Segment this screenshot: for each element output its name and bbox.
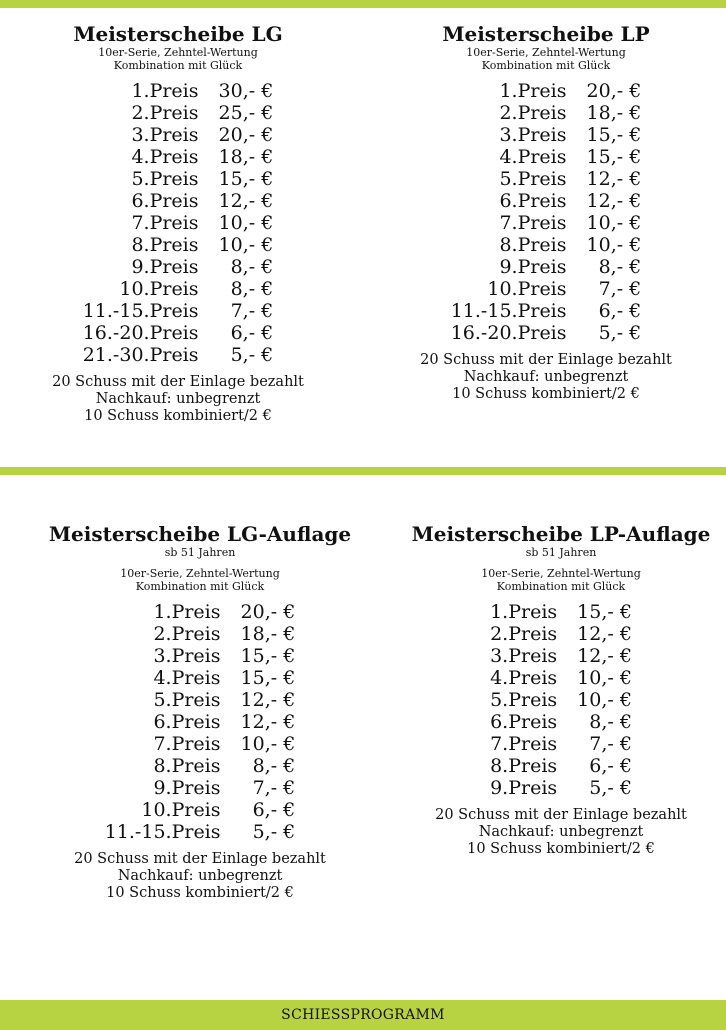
rule-note: 10 Schuss kombiniert/2 € (467, 841, 655, 857)
rule-note: 20 Schuss mit der Einlage bezahlt (420, 352, 672, 368)
combination-text: Kombination mit Glück (496, 580, 626, 593)
panel-meisterscheibe-lg (10, 22, 346, 425)
prize-amount: 15,- € (218, 168, 274, 190)
prize-place: 6.Preis (499, 190, 567, 212)
prize-place: 8.Preis (131, 234, 199, 256)
prize-place: 5.Preis (153, 689, 221, 711)
prize-list (490, 601, 632, 799)
prize-amount: 25,- € (218, 102, 274, 124)
footer-label: SCHIESSPROGRAMM (281, 1007, 445, 1023)
prize-place: 10.Preis (141, 799, 221, 821)
prize-amount: 7,- € (589, 733, 632, 755)
top-accent-bar (0, 0, 726, 8)
prize-amount: 6,- € (589, 755, 632, 777)
prize-amount: 8,- € (252, 755, 296, 777)
prize-amount: 6,- € (230, 322, 274, 344)
prize-place: 10.Preis (487, 278, 567, 300)
panel-meisterscheibe-lg-auflage (20, 522, 380, 902)
prize-place: 16.-20.Preis (82, 322, 199, 344)
prize-place: 1.Preis (490, 601, 558, 623)
prize-list (83, 80, 274, 366)
prize-amount: 18,- € (218, 146, 274, 168)
prize-amount: 12,- € (240, 689, 296, 711)
prize-amount: 5,- € (589, 777, 632, 799)
panel-title: Meisterscheibe LG-Auflage (48, 522, 352, 546)
prize-amount: 10,- € (586, 212, 642, 234)
combination-text: Kombination mit Glück (113, 59, 243, 72)
prize-amount: 10,- € (218, 212, 274, 234)
prize-place: 2.Preis (131, 102, 199, 124)
prize-place: 7.Preis (153, 733, 221, 755)
prize-place: 4.Preis (131, 146, 199, 168)
prize-amount: 7,- € (252, 777, 296, 799)
prize-place: 11.-15.Preis (104, 821, 221, 843)
panel-meisterscheibe-lp-auflage (398, 522, 724, 858)
rule-note: Nachkauf: unbegrenzt (95, 391, 261, 407)
prize-place: 2.Preis (499, 102, 567, 124)
rule-note: Nachkauf: unbegrenzt (117, 868, 283, 884)
middle-divider-bar (0, 467, 726, 475)
panel-title: Meisterscheibe LP-Auflage (411, 522, 711, 546)
prize-place: 9.Preis (153, 777, 221, 799)
prize-place: 3.Preis (131, 124, 199, 146)
rule-note: Nachkauf: unbegrenzt (478, 824, 644, 840)
prize-place: 16.-20.Preis (450, 322, 567, 344)
prize-amount: 10,- € (218, 234, 274, 256)
prize-place: 11.-15.Preis (450, 300, 567, 322)
prize-amount: 6,- € (598, 300, 642, 322)
series-rule-text: 10er-Serie, Zehntel-Wertung (120, 567, 280, 580)
rule-note: 10 Schuss kombiniert/2 € (106, 885, 294, 901)
prize-amount: 12,- € (586, 168, 642, 190)
prize-place: 1.Preis (131, 80, 199, 102)
series-rule-text: 10er-Serie, Zehntel-Wertung (98, 46, 258, 59)
prize-place: 2.Preis (490, 623, 558, 645)
prize-place: 21.-30.Preis (82, 344, 199, 366)
prize-amount: 10,- € (577, 689, 632, 711)
prize-amount: 20,- € (218, 124, 274, 146)
prize-place: 6.Preis (153, 711, 221, 733)
rules-notes (20, 851, 380, 902)
panel-subtitle (398, 567, 724, 593)
prize-place: 2.Preis (153, 623, 221, 645)
prize-amount: 5,- € (252, 821, 296, 843)
prize-amount: 5,- € (598, 322, 642, 344)
prize-place: 3.Preis (153, 645, 221, 667)
prize-place: 3.Preis (499, 124, 567, 146)
prize-amount: 10,- € (240, 733, 296, 755)
prize-place: 1.Preis (499, 80, 567, 102)
prize-place: 9.Preis (490, 777, 558, 799)
prize-amount: 15,- € (577, 601, 632, 623)
panel-subtitle (10, 46, 346, 72)
prize-place: 9.Preis (499, 256, 567, 278)
panel-title: Meisterscheibe LG (73, 22, 283, 46)
prize-amount: 30,- € (218, 80, 274, 102)
rule-note: 10 Schuss kombiniert/2 € (84, 408, 272, 424)
prize-place: 7.Preis (131, 212, 199, 234)
prize-place: 5.Preis (131, 168, 199, 190)
prize-place: 5.Preis (499, 168, 567, 190)
series-rule-text: 10er-Serie, Zehntel-Wertung (466, 46, 626, 59)
prize-amount: 8,- € (230, 256, 274, 278)
rule-note: 20 Schuss mit der Einlage bezahlt (52, 374, 304, 390)
rules-notes (10, 374, 346, 425)
prize-amount: 6,- € (252, 799, 296, 821)
prize-amount: 5,- € (230, 344, 274, 366)
rule-note: 20 Schuss mit der Einlage bezahlt (74, 851, 326, 867)
rule-note: 10 Schuss kombiniert/2 € (452, 386, 640, 402)
prize-place: 4.Preis (490, 667, 558, 689)
prize-amount: 10,- € (577, 667, 632, 689)
prize-list (105, 601, 296, 843)
panel-subtitle (378, 46, 714, 72)
prize-place: 8.Preis (153, 755, 221, 777)
prize-place: 7.Preis (490, 733, 558, 755)
panel-meisterscheibe-lp (378, 22, 714, 403)
rules-notes (398, 807, 724, 858)
footer-bar (0, 1000, 726, 1030)
prize-amount: 15,- € (240, 667, 296, 689)
prize-amount: 8,- € (598, 256, 642, 278)
prize-amount: 18,- € (240, 623, 296, 645)
prize-place: 8.Preis (490, 755, 558, 777)
prize-place: 6.Preis (490, 711, 558, 733)
prize-place: 9.Preis (131, 256, 199, 278)
prize-place: 7.Preis (499, 212, 567, 234)
prize-amount: 12,- € (218, 190, 274, 212)
prize-place: 3.Preis (490, 645, 558, 667)
prize-list (451, 80, 642, 344)
prize-amount: 10,- € (586, 234, 642, 256)
prize-amount: 12,- € (577, 645, 632, 667)
prize-amount: 15,- € (586, 146, 642, 168)
prize-amount: 12,- € (240, 711, 296, 733)
combination-text: Kombination mit Glück (481, 59, 611, 72)
prize-place: 1.Preis (153, 601, 221, 623)
age-group-label: sb 51 Jahren (525, 546, 597, 559)
series-rule-text: 10er-Serie, Zehntel-Wertung (481, 567, 641, 580)
prize-place: 4.Preis (153, 667, 221, 689)
combination-text: Kombination mit Glück (135, 580, 265, 593)
prize-amount: 12,- € (577, 623, 632, 645)
age-group-label: sb 51 Jahren (164, 546, 236, 559)
prize-amount: 20,- € (240, 601, 296, 623)
rules-notes (378, 352, 714, 403)
prize-amount: 18,- € (586, 102, 642, 124)
prize-amount: 8,- € (230, 278, 274, 300)
rule-note: Nachkauf: unbegrenzt (463, 369, 629, 385)
panel-subtitle (20, 567, 380, 593)
prize-place: 11.-15.Preis (82, 300, 199, 322)
prize-amount: 12,- € (586, 190, 642, 212)
prize-amount: 15,- € (586, 124, 642, 146)
prize-place: 5.Preis (490, 689, 558, 711)
prize-amount: 7,- € (598, 278, 642, 300)
prize-amount: 7,- € (230, 300, 274, 322)
prize-place: 4.Preis (499, 146, 567, 168)
panel-title: Meisterscheibe LP (442, 22, 650, 46)
prize-amount: 20,- € (586, 80, 642, 102)
prize-place: 8.Preis (499, 234, 567, 256)
prize-amount: 15,- € (240, 645, 296, 667)
prize-place: 6.Preis (131, 190, 199, 212)
rule-note: 20 Schuss mit der Einlage bezahlt (435, 807, 687, 823)
prize-amount: 8,- € (589, 711, 632, 733)
prize-place: 10.Preis (119, 278, 199, 300)
